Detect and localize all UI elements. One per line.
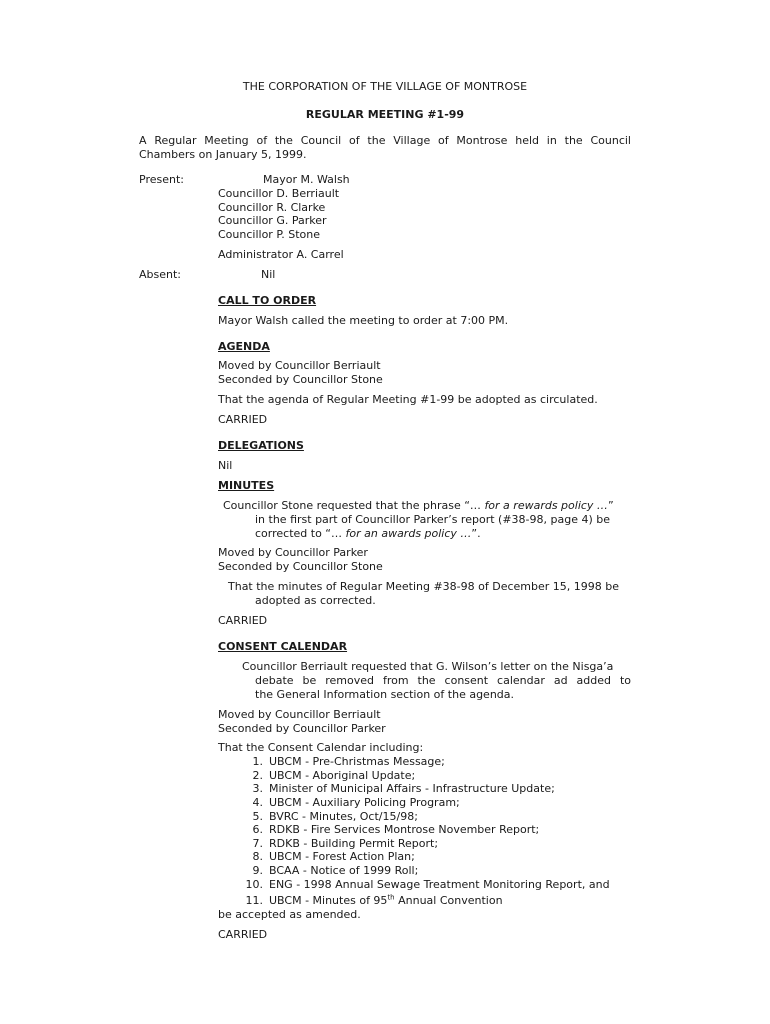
agenda-heading: AGENDA	[218, 340, 270, 353]
corporation-title: THE CORPORATION OF THE VILLAGE OF MONTROSE	[242, 80, 528, 93]
list-item: 7. RDKB - Building Permit Report;	[252, 837, 439, 850]
consent-request-line-2: debate be removed from the consent calendar ad added to	[255, 674, 631, 687]
consent-intro: That the Consent Calendar including:	[218, 741, 424, 754]
administrator-name: Administrator A. Carrel	[218, 248, 344, 261]
minutes-seconded: Seconded by Councillor Stone	[218, 560, 383, 573]
minutes-request-line-3: corrected to “… for an awards policy …”.	[255, 527, 481, 540]
minutes-heading: MINUTES	[218, 479, 275, 492]
consent-moved: Moved by Councillor Berriault	[218, 708, 381, 721]
consent-request-line-3: the General Information section of the agenda.	[255, 688, 515, 701]
list-item: 11. UBCM - Minutes of 95th Annual Convention	[245, 893, 503, 907]
minutes-result: CARRIED	[218, 614, 268, 627]
list-item: 8. UBCM - Forest Action Plan;	[252, 850, 415, 863]
mayor-name: Mayor M. Walsh	[263, 173, 350, 186]
agenda-moved: Moved by Councillor Berriault	[218, 359, 381, 372]
delegations-heading: DELEGATIONS	[218, 439, 304, 452]
list-item: 10. ENG - 1998 Annual Sewage Treatment Monitoring Report, and	[245, 878, 610, 891]
list-item: 6. RDKB - Fire Services Montrose November Report;	[252, 823, 540, 836]
minutes-request-line-1: Councillor Stone requested that the phrase “… for a rewards policy …”	[223, 499, 614, 512]
list-item: 4. UBCM - Auxiliary Policing Program;	[252, 796, 460, 809]
minutes-motion-line-1: That the minutes of Regular Meeting #38-98 of December 15, 1998 be	[228, 580, 619, 593]
call-to-order-text: Mayor Walsh called the meeting to order at 7:00 PM.	[218, 314, 509, 327]
consent-calendar-heading: CONSENT CALENDAR	[218, 640, 348, 653]
call-to-order-heading: CALL TO ORDER	[218, 294, 317, 307]
list-item: 1. UBCM - Pre-Christmas Message;	[252, 755, 445, 768]
councillor-name: Councillor G. Parker	[218, 214, 327, 227]
councillor-name: Councillor D. Berriault	[218, 187, 340, 200]
list-item: 5. BVRC - Minutes, Oct/15/98;	[252, 810, 418, 823]
list-item: 3. Minister of Municipal Affairs - Infrastructure Update;	[252, 782, 555, 795]
intro-line-1: A Regular Meeting of the Council of the Village of Montrose held in the Council	[139, 134, 631, 147]
consent-closing: be accepted as amended.	[218, 908, 361, 921]
councillor-name: Councillor P. Stone	[218, 228, 320, 241]
present-label: Present:	[139, 173, 184, 186]
minutes-moved: Moved by Councillor Parker	[218, 546, 368, 559]
list-item: 2. UBCM - Aboriginal Update;	[252, 769, 416, 782]
agenda-seconded: Seconded by Councillor Stone	[218, 373, 383, 386]
consent-seconded: Seconded by Councillor Parker	[218, 722, 386, 735]
list-item: 9. BCAA - Notice of 1999 Roll;	[252, 864, 419, 877]
minutes-motion-line-2: adopted as corrected.	[255, 594, 376, 607]
absent-value: Nil	[261, 268, 276, 281]
consent-result: CARRIED	[218, 928, 268, 941]
agenda-motion: That the agenda of Regular Meeting #1-99 be adopted as circulated.	[218, 393, 598, 406]
absent-label: Absent:	[139, 268, 181, 281]
delegations-text: Nil	[218, 459, 233, 472]
minutes-request-line-2: in the first part of Councillor Parker’s report (#38-98, page 4) be	[255, 513, 610, 526]
councillor-name: Councillor R. Clarke	[218, 201, 326, 214]
consent-request-line-1: Councillor Berriault requested that G. Wilson’s letter on the Nisga’a	[242, 660, 614, 673]
agenda-result: CARRIED	[218, 413, 268, 426]
meeting-title: REGULAR MEETING #1-99	[305, 108, 465, 121]
intro-line-2: Chambers on January 5, 1999.	[139, 148, 307, 161]
